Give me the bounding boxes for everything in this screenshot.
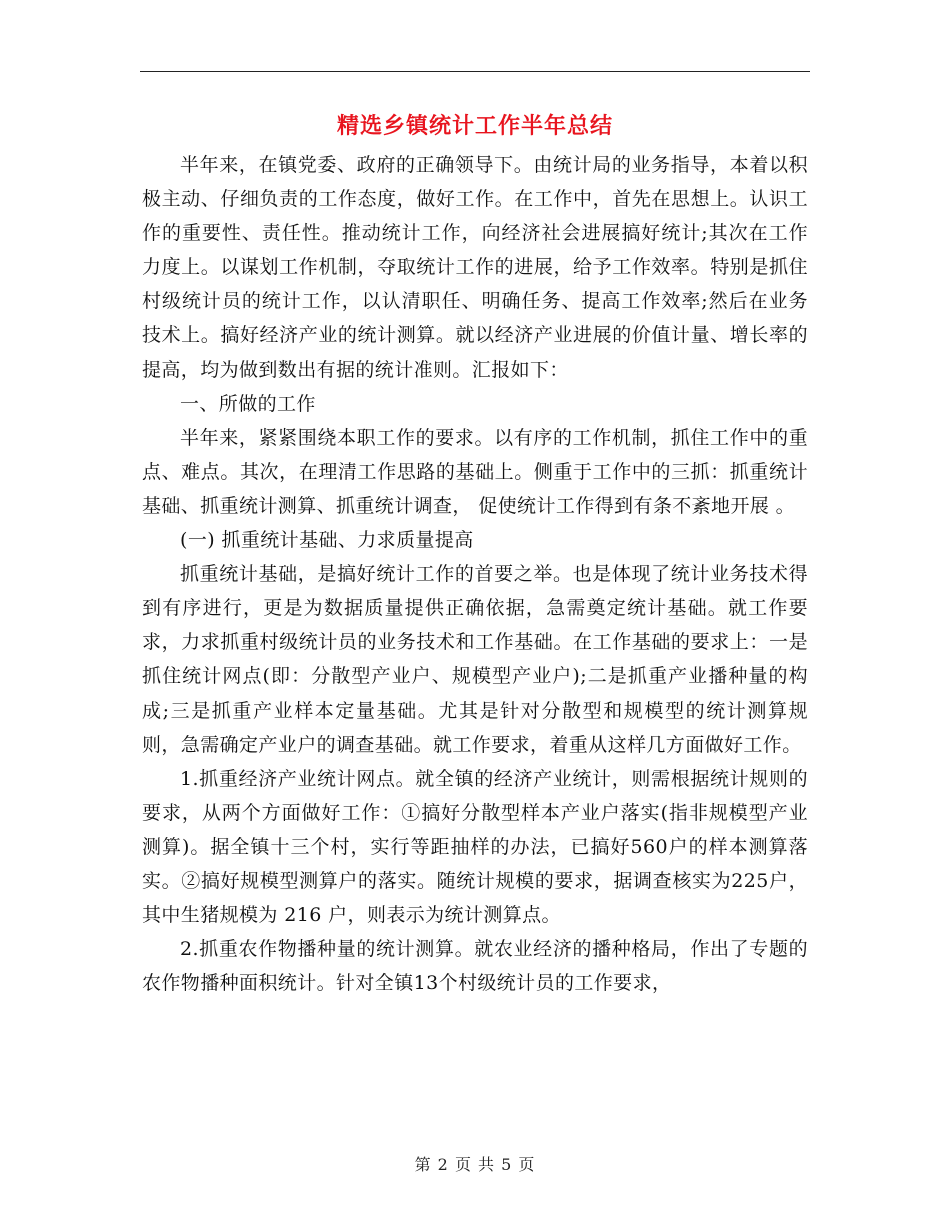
- header-rule: [140, 71, 810, 72]
- subsection-heading-statistics-foundation: (一) 抓重统计基础、力求质量提高: [180, 529, 474, 552]
- paragraph-work-overview: 半年来，紧紧围绕本职工作的要求。以有序的工作机制，抓住工作中的重点、难点。其次，在理清工作思路的基础上。侧重于工作中的三抓：抓重统计基础、抓重统计测算、抓重统计调查， 促使统计工作得到有条不紊地开展 。: [142, 426, 808, 517]
- paragraph-item-1-network-points: 1.抓重经济产业统计网点。就全镇的经济产业统计，则需根据统计规则的要求，从两个方面做好工作：①搞好分散型样本产业户落实(指非规模型产业测算)。据全镇十三个村，实行等距抽样的办法，已搞好560户的样本测算落实。②搞好规模型测算户的落实。随统计规模的要求，据调查核实为225户，其中生猪规模为 216 户，则表示为统计测算点。: [142, 767, 808, 927]
- paragraph-intro: 半年来，在镇党委、政府的正确领导下。由统计局的业务指导，本着以积极主动、仔细负责的工作态度，做好工作。在工作中，首先在思想上。认识工作的重要性、责任性。推动统计工作，向经济社会进展搞好统计;其次在工作力度上。以谋划工作机制，夺取统计工作的进展，给予工作效率。特别是抓住村级统计员的统计工作，以认清职任、明确任务、提高工作效率;然后在业务技术上。搞好经济产业的统计测算。就以经济产业进展的价值计量、增长率的提高，均为做到数出有据的统计准则。汇报如下：: [142, 154, 808, 381]
- document-title: 精选乡镇统计工作半年总结: [336, 113, 613, 139]
- page-number-footer: 第 2 页 共 5 页: [414, 1155, 536, 1174]
- document-body: [142, 148, 808, 1000]
- paragraph-item-2-crop-sowing: 2.抓重农作物播种量的统计测算。就农业经济的播种格局，作出了专题的农作物播种面积统计。针对全镇13个村级统计员的工作要求，: [142, 938, 808, 995]
- paragraph-statistics-foundation: 抓重统计基础，是搞好统计工作的首要之举。也是体现了统计业务技术得到有序进行，更是为数据质量提供正确依据，急需奠定统计基础。就工作要求，力求抓重村级统计员的业务技术和工作基础。在工作基础的要求上：一是抓住统计网点(即：分散型产业户、规模型产业户);二是抓重产业播种量的构成;三是抓重产业样本定量基础。尤其是针对分散型和规模型的统计测算规则，急需确定产业户的调查基础。就工作要求，着重从这样几方面做好工作。: [142, 563, 808, 756]
- section-heading-work-done: 一、所做的工作: [180, 392, 316, 415]
